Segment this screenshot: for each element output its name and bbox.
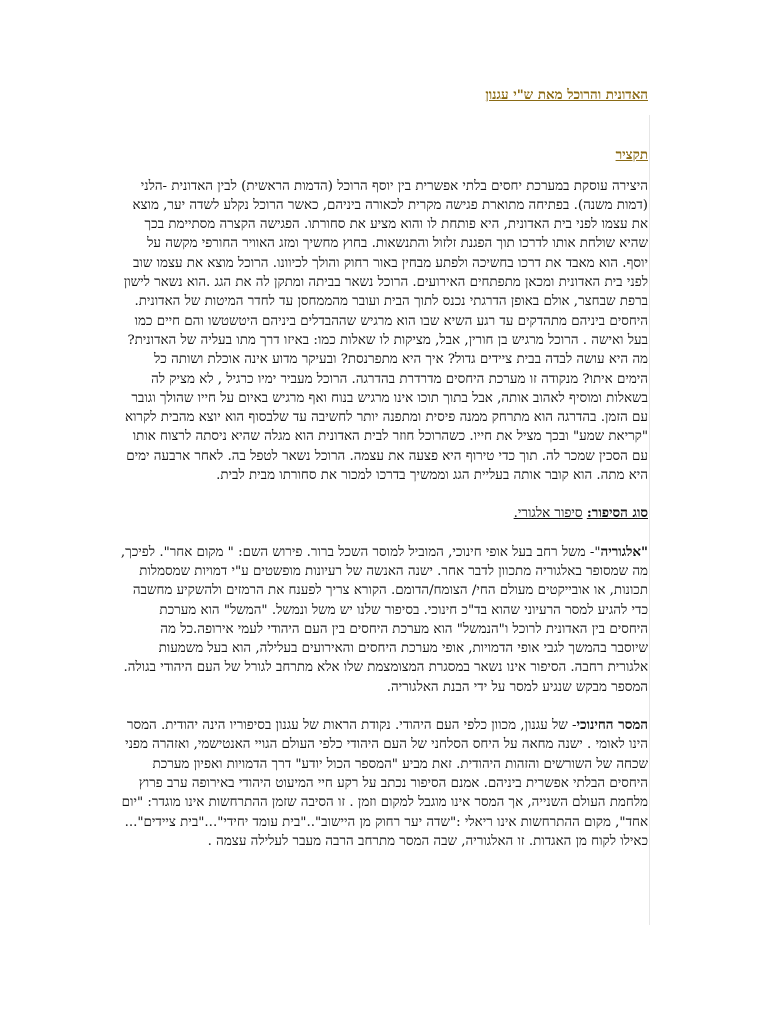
message-text: - של עגנון, מכוון כלפי העם היהודי. נקודת הראות של עגנון בסיפוריו הינה יהודית. המסר הינו לאומי . ישנה מחאה על היחס הסלחני של העם היהודי כלפי העולם הגויי האנטישמי, ואזהרה מפני שכחה של השורשים והזהות היהודית. זאת מביע "המספר הכול יודע" דרך הדמויות ואפיון מערכת היחסים הבלתי אפשרית ביניהם. אמנם הסיפור נכתב על רקע חיי המיעוט היהודי באירופה ערב פרוץ מלחמת העולם השנייה, אך המסר אינו מוגבל למקום וזמן . זו הסיבה שזמן ההתרחשות אינו מוגדר: "יום אחד", מקום ההתרחשות אינו ריאלי :"שדה יער רחוק מן היישוב".."בית עומד יחידי"..."בית ציידים"... כאילו לקוח מן האגדות. זו האלגוריה, שבה המסר מתרחב הרבה מעבר לעלילה עצמה . [121,718,648,849]
genre-value: סיפור אלגורי. [513,506,583,522]
genre-line [120,504,648,523]
article-body [120,86,648,851]
allegory-text: "- משל רחב בעל אופי חינוכי, המוביל למוסר השכל ברור. פירוש השם: " מקום אחר". לפיכך, מה שמסופר באלגוריה מתכוון לדבר אחר. ישנה האנשה של רעיונות מופשטים ע"י דמויות שמסמלות תכונות, או אובייקטים מעולם החי/ הצומח/הדומם. הקורא צריך לפענח את הרמזים ולהשקיע מחשבה כדי להגיע למסר הרעיוני שהוא בד"כ חינוכי. בסיפור שלנו יש משל ונמשל. "המשל" הוא מערכת היחסים בין האדונית לרוכל ו"הנמשל" הוא מערכת היחסים בין העם היהודי לעמי אירופה.כל מה שיוסבר בהמשך לגבי אופי הדמויות, אופי מערכת היחסים והאירועים בעלילה, הוא בעל משמעות אלגורית רחבה. הסיפור אינו נשאר במסגרת המצומצמת שלו אלא מתרחב לגורל של העם היהודי בגולה. המספר מבקש שנגיע למסר על ידי הבנת האלגוריה. [120,544,648,695]
message-term: המסר החינוכי [576,717,648,734]
summary-paragraph: היצירה עוסקת במערכת יחסים בלתי אפשרית בין יוסף הרוכל (הדמות הראשית) לבין האדונית -הלני (דמות משנה). בפתיחה מתוארת פגישה מקרית לכאורה ביניהם, כאשר הרוכל נקלע לשדה יער, מוצא את עצמו לפני בית האדונית, היא פותחת לו והוא מציע את סחורתו. הפגישה הקצרה מסתיימת בכך שהיא שולחת אותו לדרכו תוך הפגנת זלזול והתנשאות. בחוץ מחשיך ומזג האוויר החורפי מקשה על יוסף. הוא מאבד את דרכו בחשיכה ולפתע מבחין באור רחוק והולך לכיוונו. הרוכל מוצא את עצמו שוב לפני בית האדונית ומכאן מתפתחים האירועים. הרוכל נשאר בביתה ומתקן לה את הגג .הוא נשאר לישון ברפת שבחצר, אולם באופן הדרגתי נכנס לתוך הבית ועובר מהממחסן עד לחדר המיטות של האדונית. היחסים ביניהם מתהדקים עד רגע השיא שבו הוא מרגיש שההבדלים ביניהם היטשטשו והם חיים כמו בעל ואישה . הרוכל מרגיש בן חורין, אבל, מציקות לו שאלות כמו: באיזו דרך מתו בעליה של האדונית? מה היא עושה לבדה בבית ציידים גדול? איך היא מתפרנסת? ובעיקר מדוע אינה אוכלת ושותה כל הימים איתו? מנקודה זו מערכת היחסים מדרדרת בהדרגה. הרוכל מעביר ימיו כרגיל , לא מציק לה בשאלות ומוסיף לאהוב אותה, אבל בתוך תוכו אינו מרגיש בנוח ואף מרגיש באיום על חייו שהולך וגובר עם הזמן. בהדרגה הוא מתרחק ממנה פיסית ומתפנה יותר לחשיבה עד שלבסוף הוא יוצא מהבית לקרוא "קריאת שמע" ובכך מציל את חייו. כשהרוכל חוזר לבית האדונית הוא מגלה שהיא ניסתה לרצוח אותו עם הסכין שמכר לה. תוך כדי טירוף היא פצעה את עצמה. הרוכל נשאר לטפל בה. לאחר ארבעה ימים היא מתה. הוא קובר אותה בעליית הגג וממשיך בדרכו למכור את סחורתו מבית לבית. [123,178,648,484]
summary-heading: תקציר [615,147,648,164]
allegory-paragraph [120,543,648,697]
allegory-term: "אלגוריה [600,543,648,560]
document-title: האדונית והרוכל מאת ש"י עגנון [485,87,648,103]
vertical-divider [649,115,650,925]
message-paragraph [120,716,648,851]
genre-label: סוג הסיפור: [586,505,648,522]
